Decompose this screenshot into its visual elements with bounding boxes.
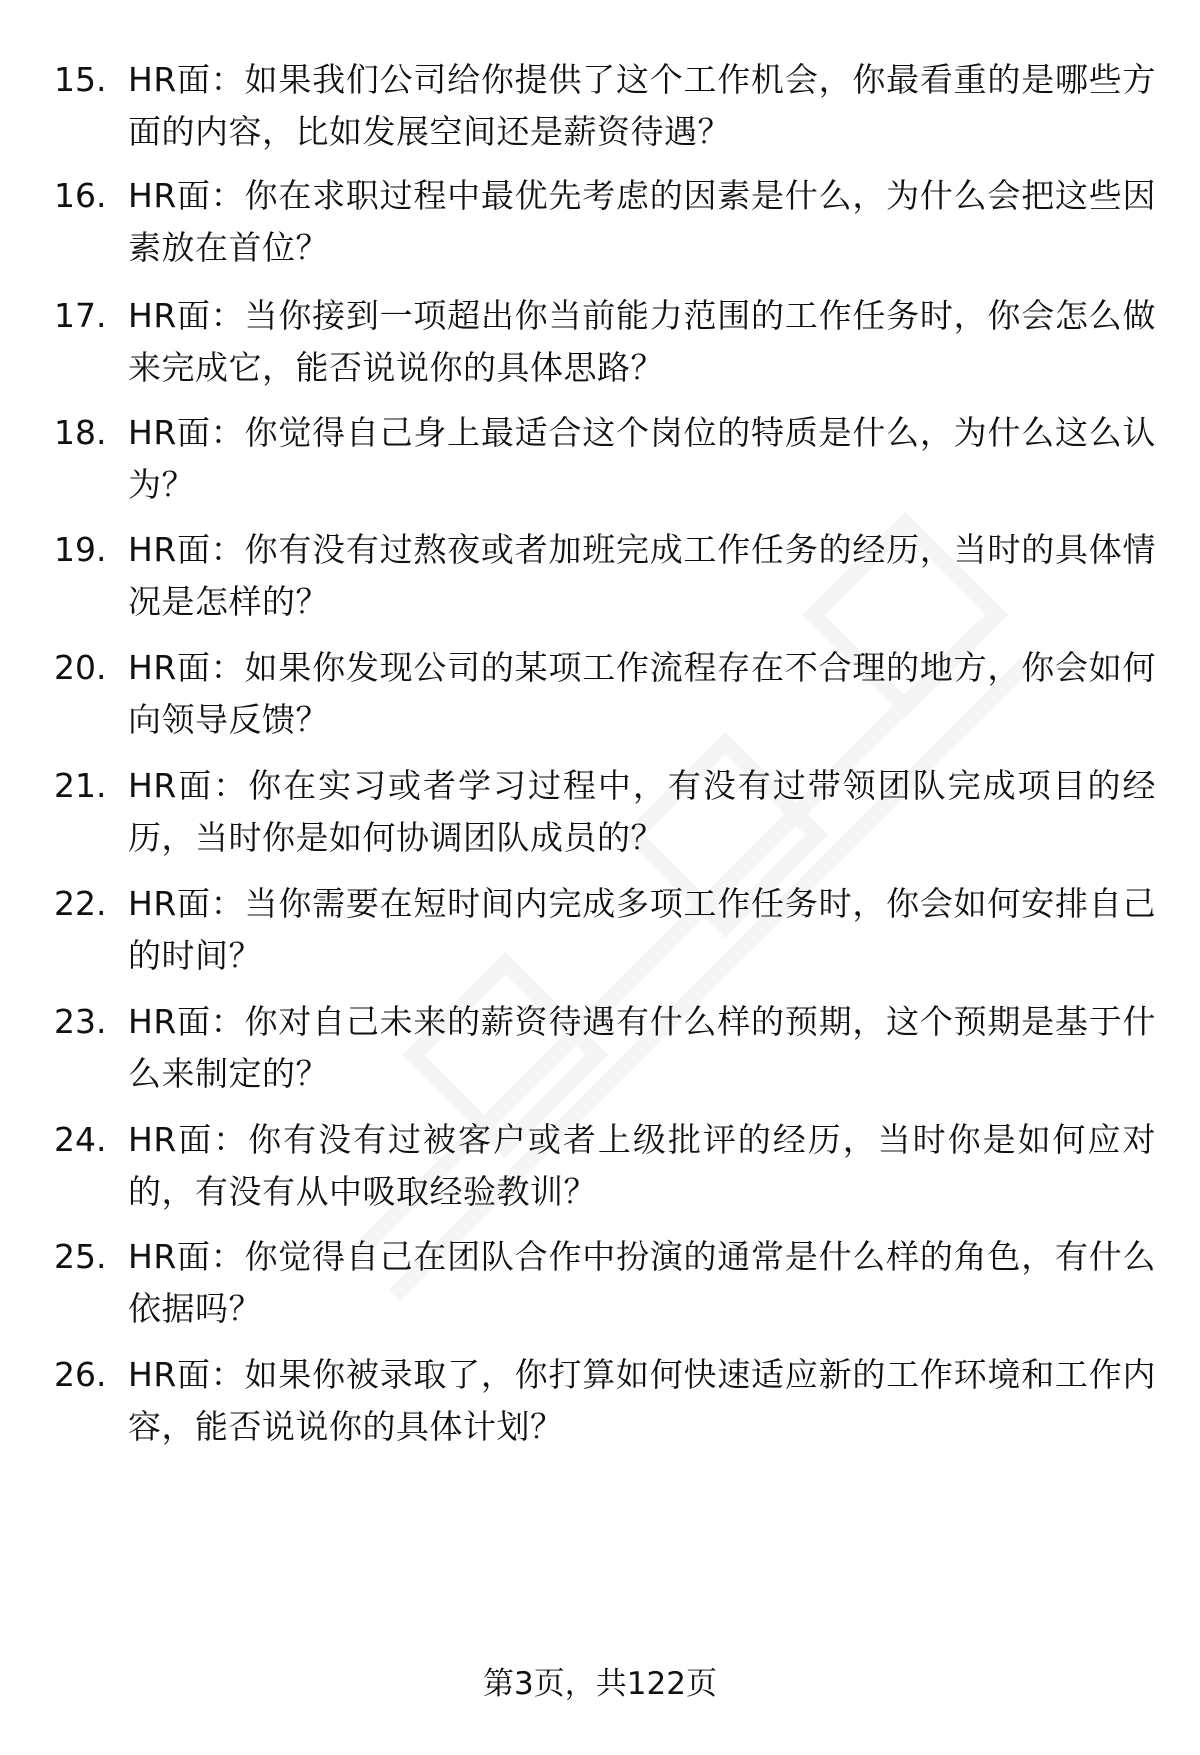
- question-number: 18.: [54, 413, 107, 452]
- question-number: 17.: [54, 296, 107, 335]
- question-number: 19.: [54, 530, 107, 569]
- question-text: HR面：你在实习或者学习过程中，有没有过带领团队完成项目的经历，当时你是如何协调团队成员的？: [128, 766, 1156, 857]
- question-text: HR面：当你接到一项超出你当前能力范围的工作任务时，你会怎么做来完成它，能否说说你的具体思路？: [128, 296, 1156, 387]
- question-number: 23.: [54, 1002, 107, 1041]
- question-number: 25.: [54, 1237, 107, 1276]
- question-number: 20.: [54, 648, 107, 687]
- question-text: HR面：如果你被录取了，你打算如何快速适应新的工作环境和工作内容，能否说说你的具体计划？: [128, 1355, 1156, 1446]
- question-text: HR面：你觉得自己身上最适合这个岗位的特质是什么，为什么这么认为？: [128, 413, 1156, 504]
- question-number: 21.: [54, 766, 107, 805]
- question-text: HR面：如果你发现公司的某项工作流程存在不合理的地方，你会如何向领导反馈？: [128, 648, 1156, 739]
- question-text: HR面：如果我们公司给你提供了这个工作机会，你最看重的是哪些方面的内容，比如发展空间还是薪资待遇？: [128, 60, 1156, 151]
- question-number: 22.: [54, 884, 107, 923]
- question-text: HR面：你对自己未来的薪资待遇有什么样的预期，这个预期是基于什么来制定的？: [128, 1002, 1156, 1093]
- question-number: 24.: [54, 1120, 107, 1159]
- question-text: HR面：当你需要在短时间内完成多项工作任务时，你会如何安排自己的时间？: [128, 884, 1156, 975]
- question-text: HR面：你觉得自己在团队合作中扮演的通常是什么样的角色，有什么依据吗？: [128, 1237, 1156, 1328]
- page-number-footer: 第3页，共122页: [483, 1666, 717, 1702]
- question-number: 26.: [54, 1355, 107, 1394]
- question-text: HR面：你有没有过熬夜或者加班完成工作任务的经历，当时的具体情况是怎样的？: [128, 530, 1156, 621]
- question-text: HR面：你在求职过程中最优先考虑的因素是什么，为什么会把这些因素放在首位？: [128, 176, 1156, 267]
- question-number: 16.: [54, 176, 107, 215]
- question-text: HR面：你有没有过被客户或者上级批评的经历，当时你是如何应对的，有没有从中吸取经验教训？: [128, 1120, 1156, 1211]
- question-number: 15.: [54, 60, 107, 99]
